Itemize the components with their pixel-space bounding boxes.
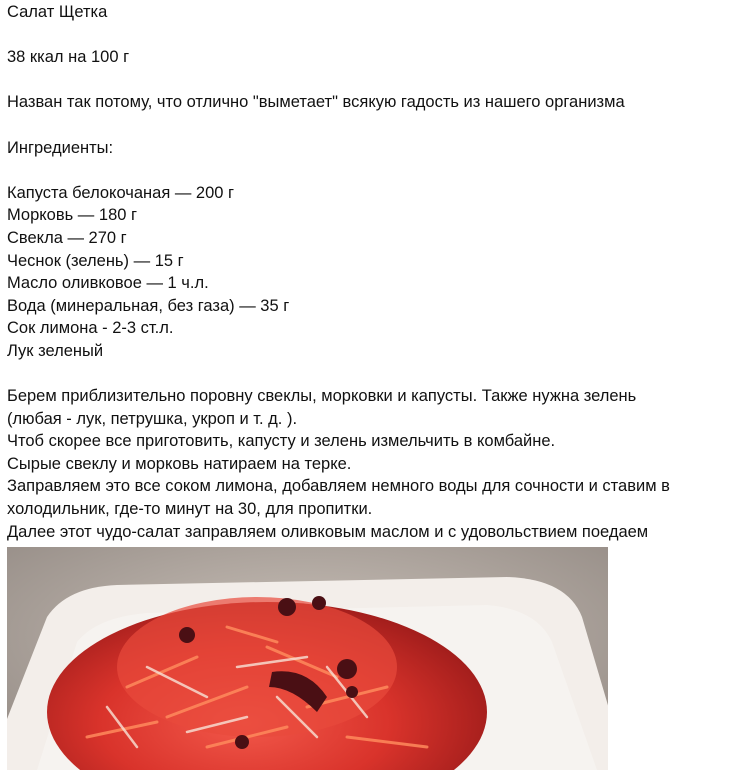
spacer [7,69,735,92]
spacer [7,363,735,386]
recipe-title: Салат Щетка [7,3,108,21]
ingredient-item: Морковь — 180 г [7,206,138,225]
instruction-line: Сырые свеклу и морковь натираем на терке. [7,454,352,473]
ingredient-item: Капуста белокочаная — 200 г [7,183,235,202]
calorie-info: 38 ккал на 100 г [7,48,130,67]
ingredient-item: Масло оливковое — 1 ч.л. [7,274,209,293]
salad-illustration [7,547,608,770]
instruction-line: Берем приблизительно поровну свеклы, морковки и капусты. Также нужна зелень [7,387,637,406]
instruction-line: Заправляем это все соком лимона, добавляем немного воды для сочности и ставим в [7,477,670,496]
spacer [7,24,735,47]
ingredients-heading: Ингредиенты: [7,138,114,157]
instruction-line: холодильник, где-то минут на 30, для пропитки. [7,500,373,519]
instruction-line: Чтоб скорее все приготовить, капусту и зелень измельчить в комбайне. [7,432,556,451]
ingredient-item: Вода (минеральная, без газа) — 35 г [7,296,290,315]
instruction-line: (любая - лук, петрушка, укроп и т. д. ). [7,409,298,428]
salad-photo [7,547,608,770]
spacer [7,114,735,137]
ingredient-item: Чеснок (зелень) — 15 г [7,251,184,270]
spacer [7,159,735,182]
ingredient-item: Лук зеленый [7,341,104,360]
recipe-post [7,0,735,543]
recipe-description: Назван так потому, что отлично "выметает" всякую гадость из нашего организма [7,93,625,112]
ingredient-item: Свекла — 270 г [7,228,127,247]
instruction-line: Далее этот чудо-салат заправляем оливковым маслом и с удовольствием поедаем [7,522,649,541]
ingredient-item: Сок лимона - 2-3 ст.л. [7,319,174,338]
